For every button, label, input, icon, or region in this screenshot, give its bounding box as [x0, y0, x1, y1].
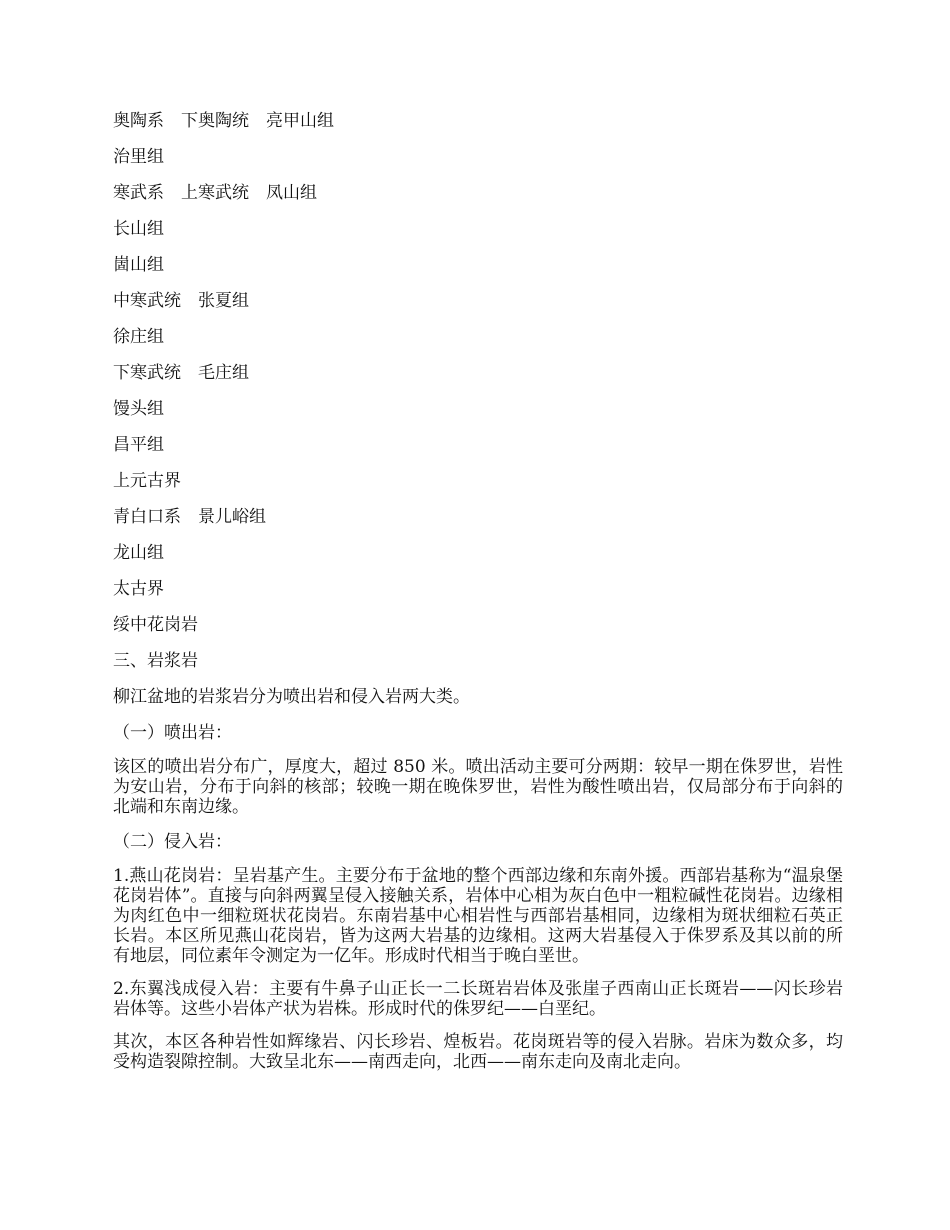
- stratum-line-cambrian: 寒武系 上寒武统 凤山组: [113, 183, 317, 203]
- stratum-line-gushan: 崮山组: [113, 255, 164, 275]
- section-heading-magmatic: 三、岩浆岩: [113, 651, 198, 671]
- magmatic-intro: 柳江盆地的岩浆岩分为喷出岩和侵入岩两大类。: [113, 687, 470, 707]
- subheading-extrusive: （一）喷出岩：: [113, 723, 232, 743]
- paragraph-veins: 其次，本区各种岩性如辉缘岩、闪长珍岩、煌板岩。花岗斑岩等的侵入岩脉。岩床为数众多，均受构造裂隙控制。大致呈北东——南西走向，北西——南东走向及南北走向。: [113, 1032, 843, 1072]
- stratum-line-ordovician: 奥陶系 下奥陶统 亮甲山组: [113, 111, 334, 131]
- stratum-line-mantou: 馒头组: [113, 399, 164, 419]
- document-page: [113, 109, 843, 1085]
- stratum-line-longshan: 龙山组: [113, 543, 164, 563]
- paragraph-extrusive: 该区的喷出岩分布广，厚度大，超过 850 米。喷出活动主要可分两期：较早一期在侏罗世，岩性为安山岩，分布于向斜的核部；较晚一期在晚侏罗世，岩性为酸性喷出岩，仅局部分布于向斜的北端和东南边缘。: [113, 757, 843, 817]
- paragraph-dongyi-intrusive: 2.东翼浅成侵入岩：主要有牛鼻子山正长一二长斑岩岩体及张崖子西南山正长斑岩——闪长珍岩岩体等。这些小岩体产状为岩株。形成时代的侏罗纪——白垩纪。: [113, 979, 843, 1019]
- stratum-line-qingbaikou: 青白口系 景儿峪组: [113, 507, 266, 527]
- stratum-line-middle-cambrian: 中寒武统 张夏组: [113, 291, 249, 311]
- stratum-line-lower-cambrian: 下寒武统 毛庄组: [113, 363, 249, 383]
- stratum-line-upper-proterozoic: 上元古界: [113, 471, 181, 491]
- stratum-line-xuzhuang: 徐庄组: [113, 327, 164, 347]
- stratum-line-changping: 昌平组: [113, 435, 164, 455]
- paragraph-yanshan-granite: 1.燕山花岗岩：呈岩基产生。主要分布于盆地的整个西部边缘和东南外援。西部岩基称为“温泉堡花岗岩体”。直接与向斜两翼呈侵入接触关系，岩体中心相为灰白色中一粗粒碱性花岗岩。边缘相为肉红色中一细粒斑状花岗岩。东南岩基中心相岩性与西部岩基相同，边缘相为斑状细粒石英正长岩。本区所见燕山花岗岩，皆为这两大岩基的边缘相。这两大岩基侵入于侏罗系及其以前的所有地层，同位素年令测定为一亿年。形成时代相当于晚白垩世。: [113, 866, 843, 966]
- stratum-line-changshan: 长山组: [113, 219, 164, 239]
- stratum-line-archean: 太古界: [113, 579, 164, 599]
- stratum-line-suizhong-granite: 绥中花岗岩: [113, 615, 198, 635]
- subheading-intrusive: （二）侵入岩：: [113, 832, 232, 852]
- stratum-line-yeli: 治里组: [113, 147, 164, 167]
